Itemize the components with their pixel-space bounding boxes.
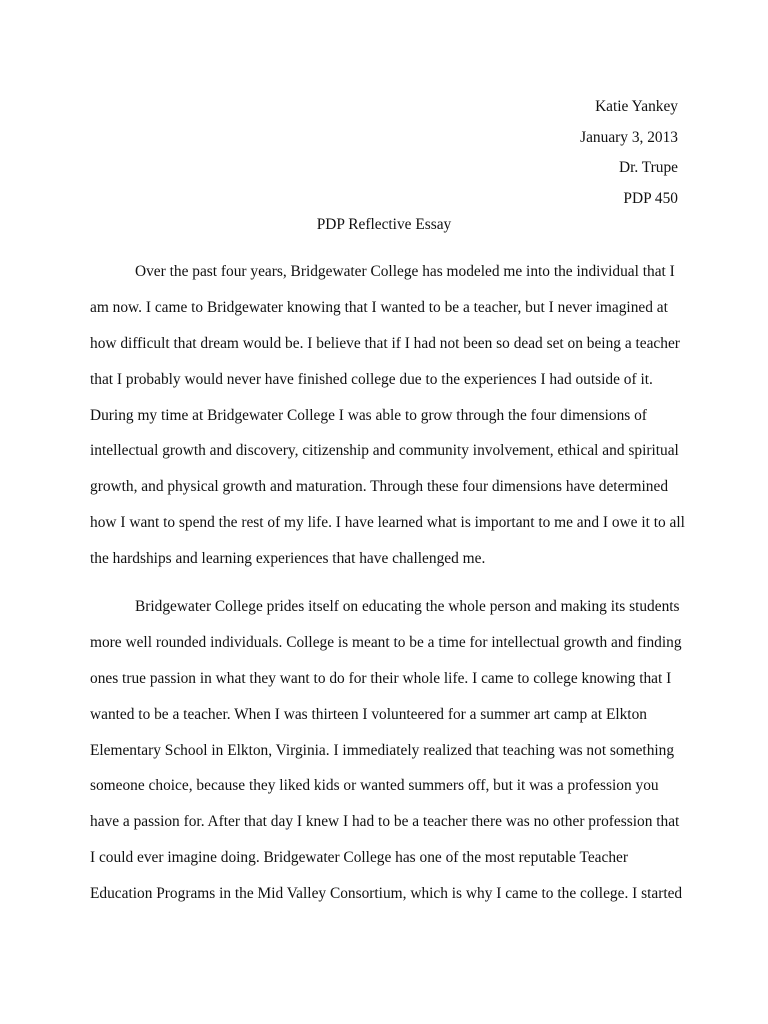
- text-line: have a passion for. After that day I knew I had to be a teacher there was no other profession that: [90, 813, 680, 831]
- essay-title: PDP Reflective Essay: [316, 216, 452, 233]
- text-line: intellectual growth and discovery, citizenship and community involvement, ethical and spiritual: [90, 442, 679, 460]
- text-line: Over the past four years, Bridgewater College has modeled me into the individual that I: [135, 263, 675, 280]
- text-line: I could ever imagine doing. Bridgewater College has one of the most reputable Teacher: [90, 849, 628, 867]
- text-line: someone choice, because they liked kids or wanted summers off, but it was a profession you: [90, 777, 659, 795]
- text-line: how I want to spend the rest of my life. I have learned what is important to me and I owe it to all: [90, 514, 685, 532]
- text-line: Education Programs in the Mid Valley Consortium, which is why I came to the college. I started: [90, 885, 683, 903]
- text-line: the hardships and learning experiences that have challenged me.: [90, 550, 486, 568]
- course-code: PDP 450: [623, 190, 678, 208]
- author-name: Katie Yankey: [595, 98, 678, 115]
- text-line: how difficult that dream would be. I believe that if I had not been so dead set on being a teacher: [90, 334, 680, 352]
- text-line: Elementary School in Elkton, Virginia. I immediately realized that teaching was not something: [90, 741, 675, 759]
- text-line: am now. I came to Bridgewater knowing that I wanted to be a teacher, but I never imagined at: [90, 298, 668, 316]
- essay-date: January 3, 2013: [580, 128, 678, 146]
- text-line: ones true passion in what they want to do for their whole life. I came to college knowing that I: [90, 669, 672, 687]
- text-line: that I probably would never have finished college due to the experiences I had outside of it.: [90, 370, 653, 388]
- text-line: During my time at Bridgewater College I was able to grow through the four dimensions of: [90, 406, 647, 424]
- text-line: Bridgewater College prides itself on educating the whole person and making its students: [135, 598, 680, 615]
- paragraph: [90, 589, 683, 912]
- paragraph: [90, 254, 685, 577]
- text-line: more well rounded individuals. College is meant to be a time for intellectual growth and finding: [90, 633, 682, 651]
- text-line: wanted to be a teacher. When I was thirteen I volunteered for a summer art camp at Elkton: [90, 705, 647, 723]
- text-line: growth, and physical growth and maturation. Through these four dimensions have determined: [90, 478, 669, 496]
- header-block: [580, 92, 678, 215]
- instructor-name: Dr. Trupe: [618, 159, 678, 177]
